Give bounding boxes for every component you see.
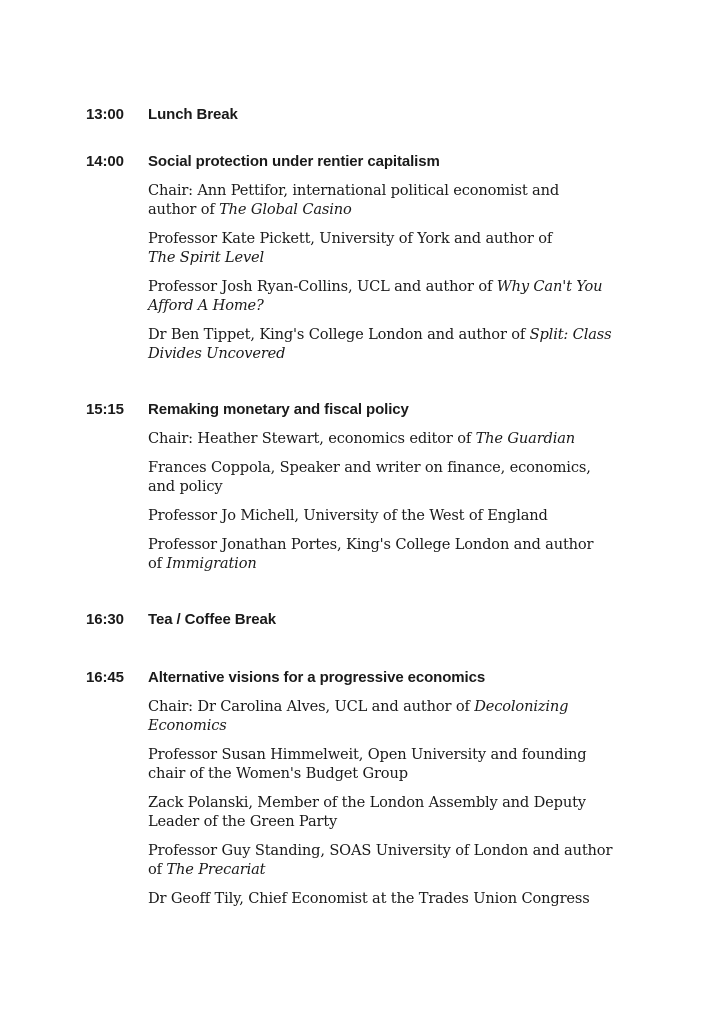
session-title: Social protection under rentier capitalism [148, 153, 440, 170]
speaker-item [148, 793, 648, 831]
book-title: Immigration [166, 555, 257, 572]
session-title: Remaking monetary and fiscal policy [148, 401, 409, 418]
speaker-line: Professor Jo Michell, University of the West of England [148, 507, 548, 524]
session-time: 16:30 [86, 611, 124, 628]
speaker-list [148, 697, 648, 918]
book-title: The Global Casino [219, 201, 352, 218]
speaker-text: Professor Josh Ryan-Collins, UCL and author of [148, 278, 497, 295]
speaker-chair [148, 697, 648, 735]
speaker-item [148, 458, 648, 496]
session-title: Lunch Break [148, 106, 238, 123]
book-title: Economics [148, 717, 227, 734]
speaker-text: Chair: Heather Stewart, economics editor of [148, 430, 476, 447]
session-title: Tea / Coffee Break [148, 611, 276, 628]
speaker-line: Professor Guy Standing, SOAS University of London and author [148, 842, 613, 859]
book-title: Split: Class [529, 326, 612, 343]
session-time: 16:45 [86, 669, 124, 686]
book-title: Why Can't You [496, 278, 603, 295]
speaker-line: Professor Jonathan Portes, King's College London and author [148, 536, 594, 553]
speaker-line: Leader of the Green Party [148, 813, 338, 830]
speaker-line: Dr Geoff Tily, Chief Economist at the Trades Union Congress [148, 890, 590, 907]
speaker-line: Zack Polanski, Member of the London Assembly and Deputy [148, 794, 586, 811]
session-time: 15:15 [86, 401, 124, 418]
speaker-item [148, 841, 648, 879]
speaker-item [148, 506, 648, 525]
session-time: 14:00 [86, 153, 124, 170]
speaker-line: Chair: Ann Pettifor, international political economist and [148, 182, 560, 199]
speaker-line: Professor Susan Himmelweit, Open University and founding [148, 746, 587, 763]
speaker-item [148, 889, 648, 908]
speaker-item [148, 229, 648, 267]
speaker-line: and policy [148, 478, 223, 495]
speaker-chair [148, 429, 648, 448]
speaker-item [148, 325, 648, 363]
speaker-text: of [148, 861, 167, 878]
speaker-list [148, 181, 648, 373]
session-time: 13:00 [86, 106, 124, 123]
book-title: Afford A Home? [148, 297, 264, 314]
speaker-text: Chair: Dr Carolina Alves, UCL and author of [148, 698, 475, 715]
speaker-line: Frances Coppola, Speaker and writer on finance, economics, [148, 459, 591, 476]
book-title: Divides Uncovered [148, 345, 286, 362]
speaker-text: of [148, 555, 167, 572]
speaker-text: Dr Ben Tippet, King's College London and author of [148, 326, 530, 343]
speaker-line: Professor Kate Pickett, University of York and author of [148, 230, 553, 247]
speaker-item [148, 535, 648, 573]
book-title: The Guardian [475, 430, 576, 447]
book-title: The Spirit Level [148, 249, 265, 266]
speaker-item [148, 277, 648, 315]
session-title: Alternative visions for a progressive economics [148, 669, 486, 686]
book-title: Decolonizing [474, 698, 569, 715]
speaker-list [148, 429, 648, 583]
speaker-chair [148, 181, 648, 219]
speaker-item [148, 745, 648, 783]
speaker-text: author of [148, 201, 220, 218]
speaker-line: chair of the Women's Budget Group [148, 765, 408, 782]
book-title: The Precariat [166, 861, 266, 878]
